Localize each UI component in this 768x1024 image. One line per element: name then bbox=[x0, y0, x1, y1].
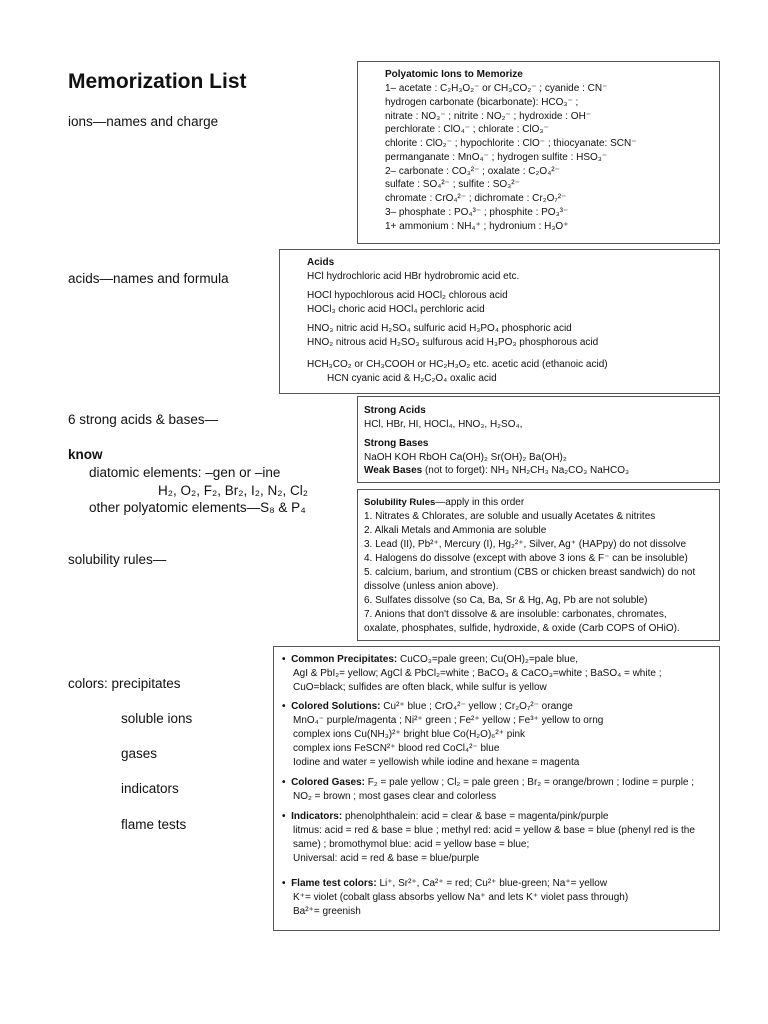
flame-heading: Flame test colors: bbox=[291, 878, 377, 889]
flame-line: K⁺= violet (cobalt glass absorbs yellow Na⁺ and lets K⁺ violet pass through) bbox=[293, 892, 629, 903]
box-line: permanganate : MnO₄⁻ ; hydrogen sulfite : HSO₃⁻ bbox=[385, 152, 608, 163]
gas-heading: Colored Gases: bbox=[291, 777, 365, 788]
rule-line: 7. Anions that don't dissolve & are insoluble: carbonates, chromates, bbox=[364, 609, 667, 620]
sol-heading: Colored Solutions: bbox=[291, 701, 381, 712]
ind-line: Universal: acid = red & base = blue/purple bbox=[293, 853, 480, 864]
colors-label: colors: precipitates bbox=[68, 676, 181, 691]
heading-rest: —apply in this order bbox=[435, 497, 525, 508]
box-line: 1– acetate : C₂H₃O₂⁻ or CH₃CO₂⁻ ; cyanide : CN⁻ bbox=[385, 83, 608, 94]
sol-line: Iodine and water = yellowish while iodine and hexane = magenta bbox=[293, 757, 580, 768]
flame-first-line: • Flame test colors: Li⁺, Sr²⁺, Ca²⁺ = red; Cu²⁺ blue-green; Na⁺= yellow bbox=[282, 878, 608, 889]
diatomic-label: diatomic elements: –gen or –ine bbox=[89, 465, 281, 480]
ind-heading: Indicators: bbox=[291, 811, 343, 822]
solubility-label: solubility rules— bbox=[68, 552, 167, 567]
rule-line: 3. Lead (II), Pb²⁺, Mercury (I), Hg₂²⁺, Silver, Ag⁺ (HAPpy) do not dissolve bbox=[364, 539, 687, 550]
know-label: know bbox=[68, 447, 103, 462]
rule-line: 1. Nitrates & Chlorates, are soluble and usually Acetates & nitrites bbox=[364, 511, 656, 522]
box-line: 1+ ammonium : NH₄⁺ ; hydronium : H₃O⁺ bbox=[385, 221, 569, 232]
box-line: chlorite : ClO₂⁻ ; hypochlorite : ClO⁻ ; thiocyanate: SCN⁻ bbox=[385, 138, 637, 149]
acids-label: acids—names and formula bbox=[68, 271, 229, 286]
box-line: chromate : CrO₄²⁻ ; dichromate : Cr₂O₇²⁻ bbox=[385, 193, 567, 204]
box-line: HNO₂ nitrous acid H₂SO₃ sulfurous acid H₃PO₃ phosphorous acid bbox=[307, 337, 599, 348]
acids-box bbox=[279, 249, 720, 394]
sol-first-line: • Colored Solutions: Cu²⁺ blue ; CrO₄²⁻ yellow ; Cr₂O₇²⁻ orange bbox=[282, 701, 573, 712]
rule-line: 4. Halogens do dissolve (except with above 3 ions & F⁻ can be insoluble) bbox=[364, 553, 688, 564]
box-line: HCl hydrochloric acid HBr hydrobromic acid etc. bbox=[307, 271, 520, 282]
rule-line: 2. Alkali Metals and Ammonia are soluble bbox=[364, 525, 547, 536]
box-heading: Polyatomic Ions to Memorize bbox=[385, 69, 523, 80]
polyatomic-ions-box bbox=[357, 61, 720, 244]
ind-text: phenolphthalein: acid = clear & base = magenta/pink/purple bbox=[342, 811, 609, 822]
sol-text: Cu²⁺ blue ; CrO₄²⁻ yellow ; Cr₂O₇²⁻ orange bbox=[380, 701, 573, 712]
rule-line: 6. Sulfates dissolve (so Ca, Ba, Sr & Hg, Ag, Pb are not soluble) bbox=[364, 595, 648, 606]
strong-acids-list: HCl, HBr, HI, HOCl₄, HNO₃, H₂SO₄, bbox=[364, 419, 523, 430]
gas-text: F₂ = pale yellow ; Cl₂ = pale green ; Br₂ = orange/brown ; Iodine = purple ; bbox=[365, 777, 695, 788]
colors-box bbox=[273, 646, 720, 931]
strong-acids-bases-box bbox=[357, 396, 720, 483]
flame-line: Ba²⁺= greenish bbox=[293, 906, 361, 917]
strong-label: 6 strong acids & bases— bbox=[68, 412, 219, 427]
gas-first-line: • Colored Gases: F₂ = pale yellow ; Cl₂ = pale green ; Br₂ = orange/brown ; Iodine = purple ; bbox=[282, 777, 695, 788]
flame-text: Li⁺, Sr²⁺, Ca²⁺ = red; Cu²⁺ blue-green; Na⁺= yellow bbox=[376, 878, 608, 889]
rule-line: oxalate, phosphates, sulfide, hydroxide, & oxide (Carb COPS of OHiO). bbox=[364, 623, 680, 634]
box-line: HOCl hypochlorous acid HOCl₂ chlorous acid bbox=[307, 290, 508, 301]
precip-heading: Common Precipitates: bbox=[291, 654, 398, 665]
box-line: perchlorate : ClO₄⁻ ; chlorate : ClO₃⁻ bbox=[385, 124, 549, 135]
strong-bases-list: NaOH KOH RbOH Ca(OH)₂ Sr(OH)₂ Ba(OH)₂ bbox=[364, 452, 567, 463]
ind-first-line: • Indicators: phenolphthalein: acid = clear & base = magenta/pink/purple bbox=[282, 811, 609, 822]
box-line: 3– phosphate : PO₄³⁻ ; phosphite : PO₃³⁻ bbox=[385, 207, 569, 218]
weak-bases-label: Weak Bases bbox=[364, 465, 423, 476]
ind-line: same) ; bromothymol blue: acid = yellow base = blue; bbox=[293, 839, 530, 850]
indicators-label: indicators bbox=[121, 781, 179, 796]
box-line: sulfate : SO₄²⁻ ; sulfite : SO₃²⁻ bbox=[385, 179, 520, 190]
ind-line: litmus: acid = red & base = blue ; methyl red: acid = yellow & base = blue (phenyl red is the bbox=[293, 825, 695, 836]
sol-line: complex ions Cu(NH₃)²⁺ bright blue Co(H₂O)₆²⁺ pink bbox=[293, 729, 526, 740]
solubility-heading-line bbox=[364, 497, 524, 509]
gases-label: gases bbox=[121, 746, 158, 761]
flame-label: flame tests bbox=[121, 817, 187, 832]
rule-line: dissolve (unless anion above). bbox=[364, 581, 499, 592]
sol-line: complex ions FeSCN²⁺ blood red CoCl₄²⁻ blue bbox=[293, 743, 500, 754]
box-heading: Strong Bases bbox=[364, 438, 429, 449]
diatomic-list: H₂, O₂, F₂, Br₂, I₂, N₂, Cl₂ bbox=[158, 483, 308, 498]
weak-bases-line bbox=[364, 465, 629, 477]
precip-text: CuCO₃=pale green; Cu(OH)₂=pale blue, bbox=[397, 654, 579, 665]
weak-bases-list: (not to forget): NH₃ NH₂CH₃ Na₂CO₃ NaHCO₃ bbox=[422, 465, 630, 476]
gas-line: NO₂ = brown ; most gases clear and colorless bbox=[293, 791, 497, 802]
box-line: HNO₃ nitric acid H₂SO₄ sulfuric acid H₃PO₄ phosphoric acid bbox=[307, 323, 572, 334]
ions-label: ions—names and charge bbox=[68, 114, 219, 129]
box-heading: Solubility Rules bbox=[364, 497, 436, 508]
precip-line: CuO=black; sulfides are often black, while sulfur is yellow bbox=[293, 682, 547, 693]
precip-line: AgI & PbI₂= yellow; AgCl & PbCl₂=white ; BaCO₃ & CaCO₃=white ; BaSO₄ = white ; bbox=[293, 668, 662, 679]
box-line: nitrate : NO₃⁻ ; nitrite : NO₂⁻ ; hydroxide : OH⁻ bbox=[385, 111, 592, 122]
box-line: HCN cyanic acid & H₂C₂O₄ oxalic acid bbox=[327, 373, 497, 384]
rule-line: 5. calcium, barium, and strontium (CBS or chicken breast sandwich) do not bbox=[364, 567, 696, 578]
solubility-rules-box bbox=[357, 489, 720, 641]
box-line: HCH₃CO₂ or CH₃COOH or HC₂H₃O₂ etc. acetic acid (ethanoic acid) bbox=[307, 359, 608, 370]
box-line: HOCl₃ choric acid HOCl₄ perchloric acid bbox=[307, 304, 485, 315]
sol-line: MnO₄⁻ purple/magenta ; Ni²⁺ green ; Fe²⁺ yellow ; Fe³⁺ yellow to orng bbox=[293, 715, 604, 726]
precip-first-line: • Common Precipitates: CuCO₃=pale green; Cu(OH)₂=pale blue, bbox=[282, 654, 579, 665]
box-line: 2– carbonate : CO₃²⁻ ; oxalate : C₂O₄²⁻ bbox=[385, 166, 560, 177]
box-heading: Strong Acids bbox=[364, 405, 426, 416]
soluble-ions-label: soluble ions bbox=[121, 711, 193, 726]
polyatomic-label: other polyatomic elements—S₈ & P₄ bbox=[89, 500, 306, 515]
page-title: Memorization List bbox=[68, 70, 247, 93]
box-line: hydrogen carbonate (bicarbonate): HCO₃⁻ ; bbox=[385, 97, 579, 108]
box-heading: Acids bbox=[307, 257, 335, 268]
